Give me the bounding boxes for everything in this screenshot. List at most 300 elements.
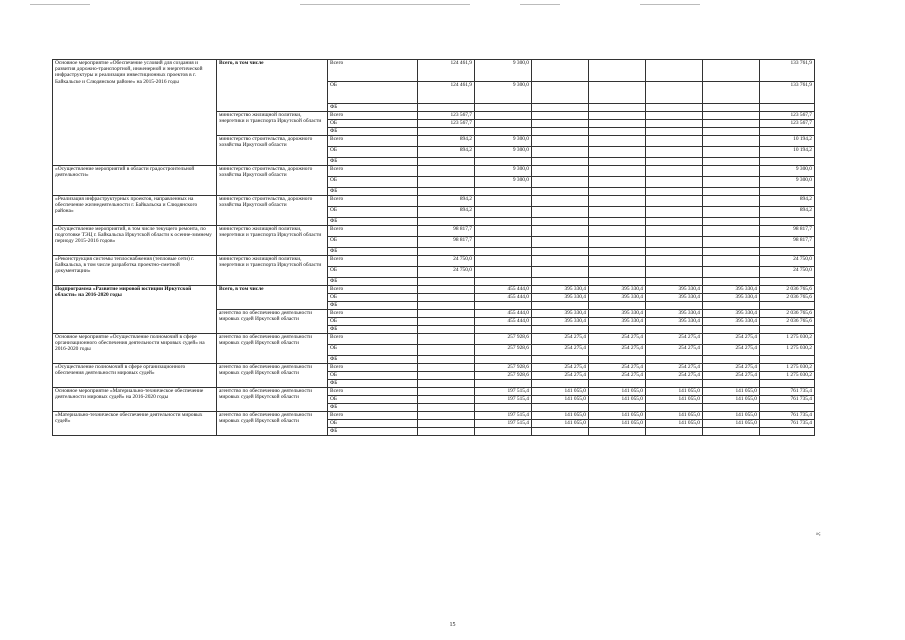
table-row: [53, 364, 815, 372]
amount-cell: 197 515,4: [475, 412, 532, 420]
total-amount-cell: 133 761,9: [760, 82, 815, 104]
total-amount-cell: [760, 188, 815, 196]
amount-cell: [475, 302, 532, 310]
amount-cell: [532, 404, 589, 412]
amount-cell: [532, 302, 589, 310]
amount-cell: 257 928,6: [475, 334, 532, 345]
amount-cell: [532, 207, 589, 218]
responsible-executor: министерство строительства, дорожного хозяйства Иркутской области: [217, 196, 328, 226]
amount-cell: 141 055,0: [646, 420, 703, 428]
amount-cell: 254 275,4: [703, 334, 760, 345]
funding-source: ОБ: [328, 237, 418, 248]
amount-cell: [646, 82, 703, 104]
table-row: [53, 196, 815, 207]
amount-cell: [589, 188, 646, 196]
amount-cell: [418, 177, 475, 188]
amount-cell: [475, 196, 532, 207]
funding-source: Всего: [328, 310, 418, 318]
funding-source: ФБ: [328, 188, 418, 196]
total-amount-cell: 2 036 765,6: [760, 310, 815, 318]
responsible-executor: Всего, в том числе: [217, 60, 328, 112]
amount-cell: [703, 302, 760, 310]
amount-cell: [532, 267, 589, 278]
amount-cell: [532, 196, 589, 207]
amount-cell: 98 817,7: [418, 237, 475, 248]
amount-cell: 254 275,4: [646, 364, 703, 372]
amount-cell: [589, 356, 646, 364]
amount-cell: [589, 104, 646, 112]
amount-cell: 197 515,4: [475, 420, 532, 428]
amount-cell: [703, 147, 760, 158]
amount-cell: [475, 380, 532, 388]
amount-cell: 894,2: [418, 196, 475, 207]
amount-cell: [646, 248, 703, 256]
amount-cell: 141 055,0: [589, 412, 646, 420]
amount-cell: [646, 128, 703, 136]
amount-cell: [703, 177, 760, 188]
table-row: [53, 226, 815, 237]
amount-cell: 141 055,0: [646, 396, 703, 404]
amount-cell: [646, 428, 703, 436]
amount-cell: [703, 120, 760, 128]
amount-cell: [532, 128, 589, 136]
amount-cell: 141 055,0: [646, 412, 703, 420]
amount-cell: [532, 104, 589, 112]
amount-cell: 197 515,4: [475, 396, 532, 404]
measure-description: «Материально-техническое обеспечение деятельности мировых судей»: [53, 412, 217, 436]
total-amount-cell: [760, 428, 815, 436]
amount-cell: 254 275,4: [646, 345, 703, 356]
amount-cell: [475, 256, 532, 267]
amount-cell: [703, 82, 760, 104]
funding-source: ФБ: [328, 218, 418, 226]
amount-cell: [646, 356, 703, 364]
total-amount-cell: 24 750,0: [760, 267, 815, 278]
funding-source: ФБ: [328, 128, 418, 136]
amount-cell: [703, 256, 760, 267]
funding-source: Всего: [328, 60, 418, 82]
amount-cell: 141 055,0: [532, 396, 589, 404]
amount-cell: [589, 248, 646, 256]
funding-source: ФБ: [328, 428, 418, 436]
funding-source: ФБ: [328, 380, 418, 388]
amount-cell: [589, 218, 646, 226]
amount-cell: [703, 278, 760, 286]
funding-source: ФБ: [328, 404, 418, 412]
total-amount-cell: 10 194,2: [760, 147, 815, 158]
amount-cell: 254 275,4: [589, 345, 646, 356]
amount-cell: [475, 237, 532, 248]
amount-cell: [532, 188, 589, 196]
funding-source: Всего: [328, 196, 418, 207]
amount-cell: 257 928,6: [475, 364, 532, 372]
amount-cell: [475, 326, 532, 334]
amount-cell: [418, 248, 475, 256]
amount-cell: [703, 136, 760, 147]
top-scan-line: [30, 4, 90, 5]
funding-source: Всего: [328, 166, 418, 177]
amount-cell: [646, 404, 703, 412]
amount-cell: 395 330,4: [646, 310, 703, 318]
amount-cell: [418, 310, 475, 318]
amount-cell: 894,2: [418, 147, 475, 158]
amount-cell: 9 300,0: [475, 147, 532, 158]
amount-cell: 395 330,4: [703, 318, 760, 326]
amount-cell: [418, 286, 475, 294]
total-amount-cell: 2 036 765,6: [760, 286, 815, 294]
amount-cell: [418, 396, 475, 404]
amount-cell: [418, 318, 475, 326]
amount-cell: [589, 237, 646, 248]
amount-cell: [475, 267, 532, 278]
amount-cell: [589, 278, 646, 286]
amount-cell: 141 055,0: [703, 412, 760, 420]
amount-cell: 455 444,0: [475, 318, 532, 326]
responsible-executor: министерство строительства, дорожного хозяйства Иркутской области: [217, 136, 328, 166]
total-amount-cell: 1 275 030,2: [760, 364, 815, 372]
amount-cell: [646, 196, 703, 207]
funding-source: ОБ: [328, 318, 418, 326]
amount-cell: 9 300,0: [475, 177, 532, 188]
amount-cell: [418, 158, 475, 166]
funding-source: ОБ: [328, 177, 418, 188]
amount-cell: 141 055,0: [589, 388, 646, 396]
amount-cell: [589, 166, 646, 177]
amount-cell: 395 330,4: [646, 294, 703, 302]
amount-cell: 254 275,4: [532, 334, 589, 345]
amount-cell: [532, 177, 589, 188]
measure-description: «Осуществление мероприятий в области градостроительной деятельности»: [53, 166, 217, 196]
table-row: [53, 60, 815, 82]
amount-cell: 9 300,0: [475, 60, 532, 82]
amount-cell: 141 055,0: [532, 420, 589, 428]
funding-source: Всего: [328, 334, 418, 345]
amount-cell: 395 330,4: [589, 286, 646, 294]
amount-cell: 455 444,0: [475, 286, 532, 294]
funding-source: ОБ: [328, 420, 418, 428]
amount-cell: [646, 188, 703, 196]
amount-cell: [646, 177, 703, 188]
funding-source: ФБ: [328, 326, 418, 334]
amount-cell: [646, 104, 703, 112]
amount-cell: [589, 112, 646, 120]
responsible-executor: агентство по обеспечению деятельности мировых судей Иркутской области: [217, 334, 328, 364]
amount-cell: [418, 294, 475, 302]
amount-cell: [532, 120, 589, 128]
funding-source: ФБ: [328, 302, 418, 310]
funding-source: ОБ: [328, 147, 418, 158]
amount-cell: [703, 112, 760, 120]
amount-cell: [646, 237, 703, 248]
amount-cell: 123 567,7: [418, 112, 475, 120]
amount-cell: 395 330,4: [703, 286, 760, 294]
amount-cell: [532, 237, 589, 248]
amount-cell: 254 275,4: [646, 334, 703, 345]
amount-cell: [475, 428, 532, 436]
amount-cell: [418, 302, 475, 310]
total-amount-cell: 9 300,0: [760, 166, 815, 177]
amount-cell: [589, 207, 646, 218]
amount-cell: 395 330,4: [646, 286, 703, 294]
table-row: [53, 256, 815, 267]
responsible-executor: министерство строительства, дорожного хозяйства Иркутской области: [217, 166, 328, 196]
total-amount-cell: 98 817,7: [760, 226, 815, 237]
amount-cell: [418, 388, 475, 396]
funding-source: ОБ: [328, 120, 418, 128]
table-row: [53, 334, 815, 345]
amount-cell: [532, 326, 589, 334]
amount-cell: 254 275,4: [703, 364, 760, 372]
amount-cell: [532, 136, 589, 147]
amount-cell: [532, 158, 589, 166]
amount-cell: [532, 147, 589, 158]
amount-cell: 395 330,4: [589, 318, 646, 326]
amount-cell: 141 055,0: [589, 396, 646, 404]
amount-cell: 395 330,4: [703, 310, 760, 318]
funding-source: Всего: [328, 364, 418, 372]
amount-cell: 9 300,0: [475, 166, 532, 177]
amount-cell: [475, 218, 532, 226]
amount-cell: [703, 158, 760, 166]
amount-cell: [703, 356, 760, 364]
amount-cell: 9 300,0: [475, 136, 532, 147]
total-amount-cell: 761 735,4: [760, 388, 815, 396]
total-amount-cell: 1 275 030,2: [760, 372, 815, 380]
amount-cell: [418, 218, 475, 226]
measure-description: «Осуществление полномочий в сфере организационного обеспечения деятельности мировых судей»: [53, 364, 217, 388]
amount-cell: [589, 302, 646, 310]
amount-cell: [418, 104, 475, 112]
amount-cell: [532, 166, 589, 177]
total-amount-cell: 133 761,9: [760, 60, 815, 82]
responsible-executor: агентство по обеспечению деятельности мировых судей Иркутской области: [217, 310, 328, 334]
measure-description: Подпрограмма «Развитие мировой юстиции Иркутской области» на 2016-2020 годы: [53, 286, 217, 334]
amount-cell: [646, 136, 703, 147]
total-amount-cell: [760, 158, 815, 166]
amount-cell: [532, 380, 589, 388]
measure-description: Основное мероприятие «Материально-техническое обеспечение деятельности мировых судей» на 2016-2020 годы: [53, 388, 217, 412]
responsible-executor: министерство жилищной политики, энергетики и транспорта Иркутской области: [217, 112, 328, 136]
amount-cell: [418, 428, 475, 436]
amount-cell: 141 055,0: [532, 388, 589, 396]
total-amount-cell: [760, 356, 815, 364]
amount-cell: [703, 404, 760, 412]
amount-cell: 395 330,4: [532, 294, 589, 302]
total-amount-cell: 24 750,0: [760, 256, 815, 267]
funding-source: ОБ: [328, 82, 418, 104]
amount-cell: [532, 256, 589, 267]
amount-cell: [475, 158, 532, 166]
funding-source: ФБ: [328, 104, 418, 112]
amount-cell: [646, 218, 703, 226]
amount-cell: 141 055,0: [532, 412, 589, 420]
amount-cell: [532, 356, 589, 364]
responsible-executor: агентство по обеспечению деятельности мировых судей Иркутской области: [217, 412, 328, 436]
amount-cell: [646, 112, 703, 120]
amount-cell: [475, 404, 532, 412]
total-amount-cell: 761 735,4: [760, 420, 815, 428]
amount-cell: [475, 226, 532, 237]
amount-cell: 395 330,4: [589, 294, 646, 302]
funding-source: ОБ: [328, 207, 418, 218]
amount-cell: [418, 356, 475, 364]
amount-cell: [589, 428, 646, 436]
amount-cell: 124 461,9: [418, 60, 475, 82]
amount-cell: [475, 112, 532, 120]
amount-cell: [589, 128, 646, 136]
table-row: [53, 166, 815, 177]
total-amount-cell: 2 036 765,6: [760, 294, 815, 302]
amount-cell: 141 055,0: [703, 396, 760, 404]
funding-source: ФБ: [328, 278, 418, 286]
amount-cell: 123 567,7: [418, 120, 475, 128]
amount-cell: 254 275,4: [589, 364, 646, 372]
funding-source: ОБ: [328, 267, 418, 278]
amount-cell: 254 275,4: [703, 345, 760, 356]
amount-cell: 254 275,4: [646, 372, 703, 380]
amount-cell: [475, 248, 532, 256]
amount-cell: [589, 380, 646, 388]
amount-cell: [418, 404, 475, 412]
measure-description: Основное мероприятие «Обеспечение условий для создания и развития дорожно-транспортной, инженерной и энергетической инфраструктуры и реализации инвестиционных проектов в г. Байкальске и Слюдянском районе» на 2015-2016 годы: [53, 60, 217, 166]
amount-cell: 254 275,4: [532, 372, 589, 380]
amount-cell: [418, 345, 475, 356]
amount-cell: [532, 60, 589, 82]
total-amount-cell: 761 735,4: [760, 396, 815, 404]
amount-cell: [475, 120, 532, 128]
amount-cell: 254 275,4: [589, 334, 646, 345]
amount-cell: [418, 364, 475, 372]
amount-cell: [703, 104, 760, 112]
responsible-executor: агентство по обеспечению деятельности мировых судей Иркутской области: [217, 388, 328, 412]
amount-cell: [703, 166, 760, 177]
funding-source: Всего: [328, 256, 418, 267]
amount-cell: 141 055,0: [589, 420, 646, 428]
total-amount-cell: [760, 128, 815, 136]
amount-cell: [589, 136, 646, 147]
funding-source: Всего: [328, 388, 418, 396]
funding-source: ОБ: [328, 294, 418, 302]
measure-description: «Реализация инфраструктурных проектов, направленных на обеспечение жизнедеятельности г. Байкальска и Слюдянского района»: [53, 196, 217, 226]
funding-source: Всего: [328, 226, 418, 237]
amount-cell: [532, 112, 589, 120]
amount-cell: [646, 158, 703, 166]
amount-cell: [418, 188, 475, 196]
measure-description: «Реконструкция системы теплоснабжения (тепловые сети) г. Байкальска, в том числе разработка проектно-сметной документации»: [53, 256, 217, 286]
responsible-executor: агентство по обеспечению деятельности мировых судей Иркутской области: [217, 364, 328, 388]
funding-source: ФБ: [328, 356, 418, 364]
amount-cell: 395 330,4: [703, 294, 760, 302]
amount-cell: [646, 147, 703, 158]
funding-source: Всего: [328, 136, 418, 147]
amount-cell: [418, 380, 475, 388]
amount-cell: [532, 248, 589, 256]
amount-cell: 455 444,0: [475, 310, 532, 318]
amount-cell: [646, 120, 703, 128]
budget-table: [52, 59, 815, 436]
amount-cell: [703, 428, 760, 436]
total-amount-cell: 123 567,7: [760, 120, 815, 128]
amount-cell: 395 330,4: [532, 318, 589, 326]
total-amount-cell: 123 567,7: [760, 112, 815, 120]
top-scan-line: [300, 4, 470, 5]
amount-cell: [418, 128, 475, 136]
amount-cell: [646, 302, 703, 310]
amount-cell: [589, 196, 646, 207]
amount-cell: [589, 158, 646, 166]
amount-cell: [703, 267, 760, 278]
total-amount-cell: [760, 380, 815, 388]
amount-cell: [418, 334, 475, 345]
amount-cell: 395 330,4: [532, 286, 589, 294]
funding-source: ОБ: [328, 345, 418, 356]
amount-cell: [475, 278, 532, 286]
amount-cell: 98 817,7: [418, 226, 475, 237]
amount-cell: 254 275,4: [532, 364, 589, 372]
funding-source: ФБ: [328, 158, 418, 166]
total-amount-cell: [760, 248, 815, 256]
amount-cell: 254 275,4: [589, 372, 646, 380]
funding-source: ФБ: [328, 248, 418, 256]
amount-cell: 9 300,0: [475, 82, 532, 104]
total-amount-cell: [760, 278, 815, 286]
amount-cell: [703, 207, 760, 218]
amount-cell: [589, 60, 646, 82]
amount-cell: 141 055,0: [646, 388, 703, 396]
amount-cell: 141 055,0: [703, 420, 760, 428]
amount-cell: [646, 207, 703, 218]
amount-cell: [532, 428, 589, 436]
amount-cell: [646, 60, 703, 82]
amount-cell: [589, 226, 646, 237]
amount-cell: 257 928,6: [475, 372, 532, 380]
amount-cell: [475, 104, 532, 112]
amount-cell: [703, 196, 760, 207]
total-amount-cell: 98 817,7: [760, 237, 815, 248]
responsible-executor: министерство жилищной политики, энергетики и транспорта Иркутской области: [217, 256, 328, 286]
total-amount-cell: 9 300,0: [760, 177, 815, 188]
amount-cell: 141 055,0: [703, 388, 760, 396]
table-row: [53, 388, 815, 396]
amount-cell: [532, 218, 589, 226]
amount-cell: [418, 420, 475, 428]
amount-cell: [418, 278, 475, 286]
amount-cell: [703, 226, 760, 237]
amount-cell: [703, 237, 760, 248]
amount-cell: 254 275,4: [703, 372, 760, 380]
funding-source: Всего: [328, 112, 418, 120]
amount-cell: [589, 120, 646, 128]
amount-cell: [532, 82, 589, 104]
trailing-mark: »;: [816, 531, 821, 537]
amount-cell: [589, 177, 646, 188]
total-amount-cell: 1 275 030,2: [760, 345, 815, 356]
amount-cell: [646, 267, 703, 278]
amount-cell: 24 750,0: [418, 267, 475, 278]
responsible-executor: министерство жилищной политики, энергетики и транспорта Иркутской области: [217, 226, 328, 256]
amount-cell: [703, 248, 760, 256]
total-amount-cell: 894,2: [760, 196, 815, 207]
amount-cell: 455 444,0: [475, 294, 532, 302]
amount-cell: 395 330,4: [589, 310, 646, 318]
amount-cell: 395 330,4: [532, 310, 589, 318]
measure-description: «Осуществление мероприятий, в том числе текущего ремонта, по подготовке ТЭЦ г. Байкальска Иркутской области к осенне-зимнему периоду 2015-2016 годов»: [53, 226, 217, 256]
amount-cell: [703, 380, 760, 388]
amount-cell: [475, 356, 532, 364]
amount-cell: 254 275,4: [532, 345, 589, 356]
amount-cell: 124 461,9: [418, 82, 475, 104]
total-amount-cell: [760, 302, 815, 310]
